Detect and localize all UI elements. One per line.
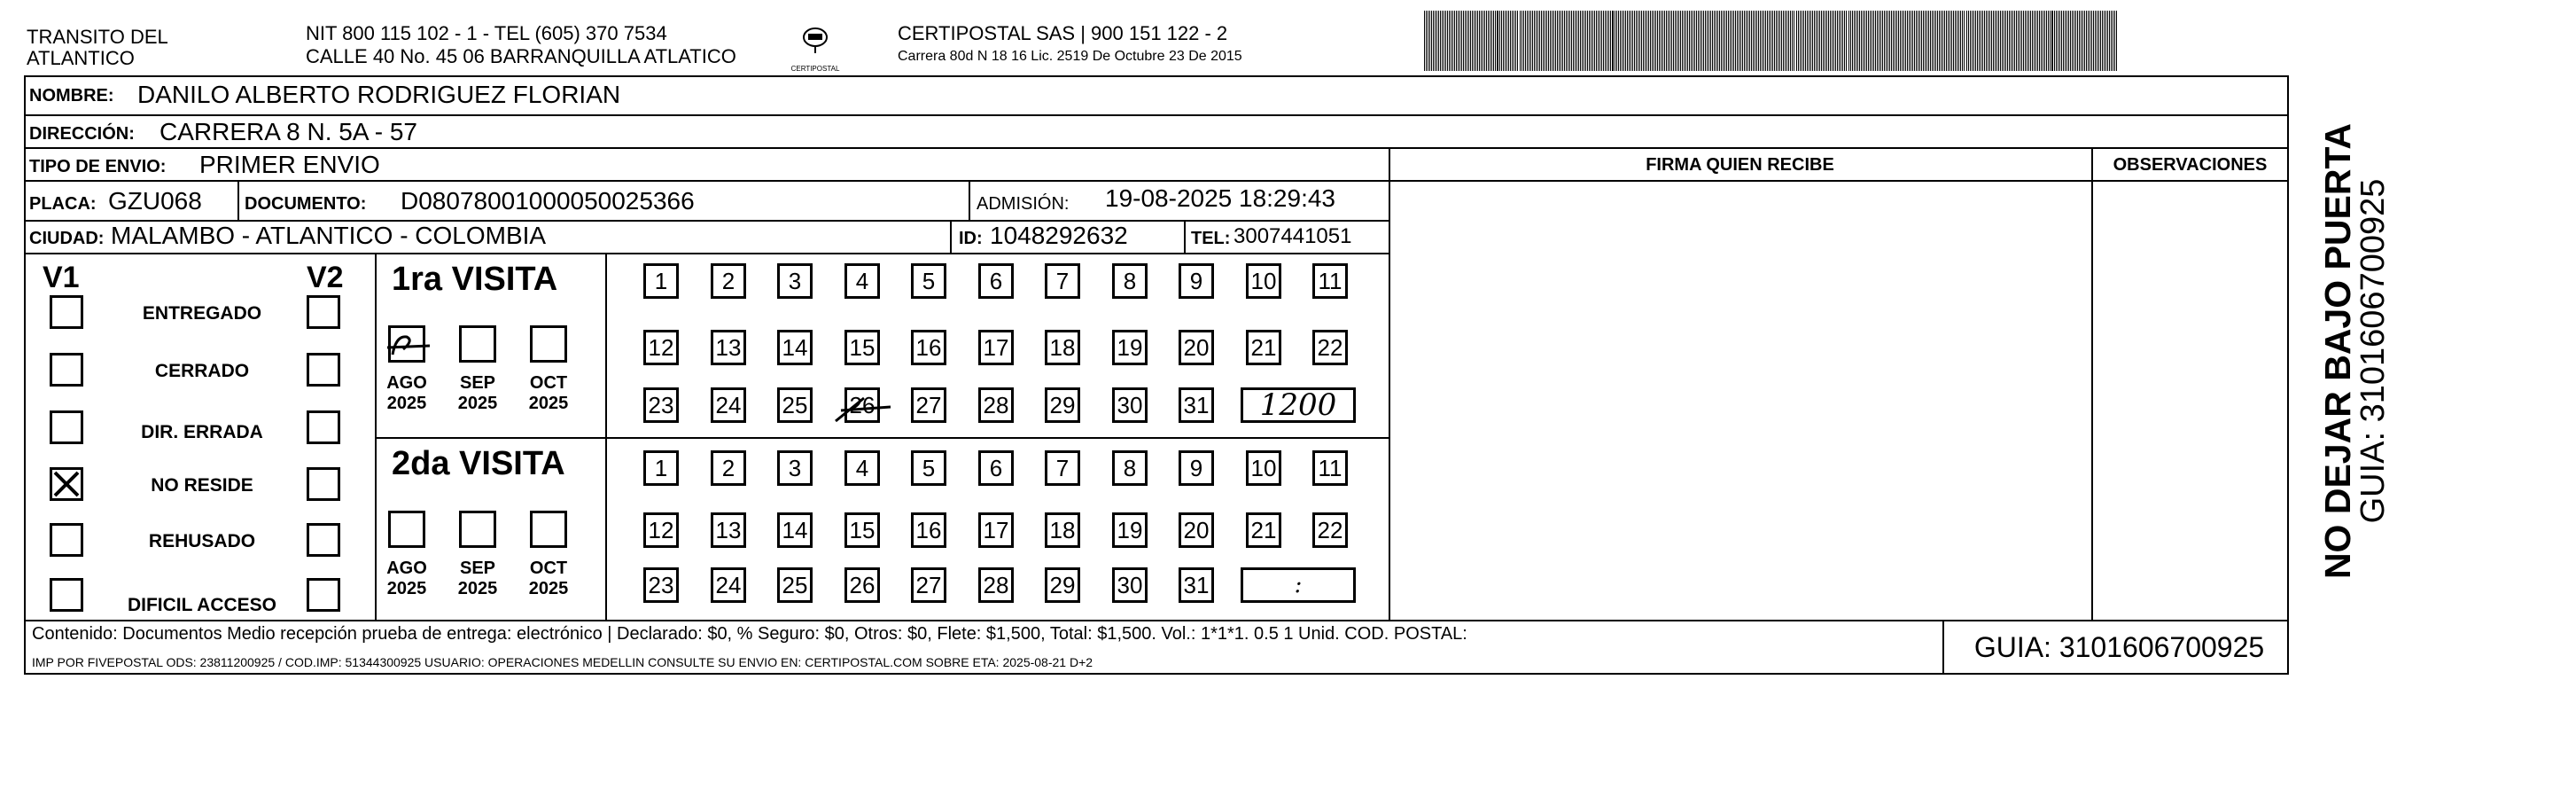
v2-checkbox[interactable]	[307, 523, 340, 557]
id-value: 1048292632	[990, 222, 1128, 249]
day-box[interactable]: 6	[978, 263, 1014, 299]
day-box[interactable]: 6	[978, 450, 1014, 486]
time-box[interactable]: :	[1241, 567, 1356, 603]
day-box[interactable]: 2	[711, 450, 746, 486]
month-checkbox[interactable]	[530, 511, 567, 548]
v1-checkbox[interactable]	[50, 467, 83, 501]
day-box[interactable]: 10	[1246, 263, 1281, 299]
day-box[interactable]: 11	[1312, 263, 1348, 299]
day-box[interactable]: 5	[911, 263, 946, 299]
day-box[interactable]: 27	[911, 567, 946, 603]
day-box[interactable]: 23	[643, 387, 679, 423]
nombre-label: NOMBRE:	[29, 86, 114, 105]
status-label: ENTREGADO	[142, 303, 262, 324]
day-box[interactable]: 12	[643, 512, 679, 548]
status-label: DIR. ERRADA	[141, 422, 263, 442]
address-line: CALLE 40 No. 45 06 BARRANQUILLA ATLATICO	[306, 45, 736, 67]
tipo-envio-value: PRIMER ENVIO	[199, 151, 380, 178]
tipo-envio-label: TIPO DE ENVIO:	[29, 157, 167, 176]
day-box[interactable]: 17	[978, 330, 1014, 365]
month-label	[451, 373, 504, 414]
day-box[interactable]: 18	[1045, 330, 1080, 365]
day-box[interactable]: 8	[1112, 450, 1148, 486]
placa-label: PLACA:	[29, 194, 97, 214]
day-box[interactable]: 19	[1112, 330, 1148, 365]
day-box[interactable]: 12	[643, 330, 679, 365]
day-box[interactable]: 16	[911, 512, 946, 548]
day-box[interactable]: 16	[911, 330, 946, 365]
nit-line: NIT 800 115 102 - 1 - TEL (605) 370 7534	[306, 22, 667, 44]
v2-header: V2	[307, 261, 344, 294]
certipostal-logo	[789, 21, 842, 74]
day-box[interactable]: 15	[844, 512, 880, 548]
day-box[interactable]: 10	[1246, 450, 1281, 486]
month-checkbox[interactable]	[530, 325, 567, 363]
day-box[interactable]: 23	[643, 567, 679, 603]
firma-header: FIRMA QUIEN RECIBE	[1646, 155, 1834, 175]
month-label	[451, 559, 504, 599]
v2-checkbox[interactable]	[307, 410, 340, 444]
nombre-value: DANILO ALBERTO RODRIGUEZ FLORIAN	[137, 81, 621, 108]
day-box[interactable]: 25	[777, 387, 813, 423]
documento-label: DOCUMENTO:	[245, 194, 367, 214]
month-label	[380, 559, 433, 599]
documento-value: D08078001000050025366	[401, 187, 695, 215]
day-box[interactable]: 18	[1045, 512, 1080, 548]
month-checkbox[interactable]	[459, 511, 496, 548]
month-year: 2025	[528, 579, 569, 598]
visit2-title: 2da VISITA	[392, 445, 565, 482]
visit1-title: 1ra VISITA	[392, 261, 558, 298]
day-box[interactable]: 9	[1179, 263, 1214, 299]
time-box[interactable]: 1200	[1241, 387, 1356, 423]
day-box[interactable]: 13	[711, 330, 746, 365]
day-box[interactable]: 13	[711, 512, 746, 548]
month-checkbox[interactable]	[388, 511, 425, 548]
admision-value: 19-08-2025 18:29:43	[1105, 184, 1335, 212]
v1-header: V1	[43, 261, 80, 294]
status-label: DIFICIL ACCESO	[127, 595, 276, 615]
day-box[interactable]: 3	[777, 263, 813, 299]
footer-line1: Contenido: Documentos Medio recepción prueba de entrega: electrónico | Declarado: $0, % Seguro: $0, Otros: $0, Flete: $1,500, Total: $1,500. Vol.: 1*1*1. 0.5 1 Unid. COD. POSTAL:	[32, 624, 1467, 644]
v1-checkbox[interactable]	[50, 578, 83, 612]
day-box[interactable]: 26	[844, 567, 880, 603]
day-box[interactable]: 27	[911, 387, 946, 423]
day-box[interactable]: 4	[844, 263, 880, 299]
id-label: ID:	[959, 229, 983, 248]
ciudad-value: MALAMBO - ATLANTICO - COLOMBIA	[111, 222, 547, 249]
day-box[interactable]: 3	[777, 450, 813, 486]
month-year: 2025	[386, 579, 427, 598]
day-box[interactable]: 20	[1179, 330, 1214, 365]
direccion-value: CARRERA 8 N. 5A - 57	[160, 118, 418, 145]
day-box[interactable]: 31	[1179, 387, 1214, 423]
day-box[interactable]: 9	[1179, 450, 1214, 486]
v2-checkbox[interactable]	[307, 578, 340, 612]
logo-text: CERTIPOSTAL	[790, 65, 840, 73]
month-name: AGO	[386, 559, 427, 578]
month-name: OCT	[529, 559, 568, 578]
day-box[interactable]: 21	[1246, 330, 1281, 365]
status-label: REHUSADO	[148, 531, 256, 551]
v2-checkbox[interactable]	[307, 467, 340, 501]
admision-label: ADMISIÓN:	[977, 194, 1070, 214]
month-year: 2025	[457, 394, 498, 413]
month-label	[522, 559, 575, 599]
day-box[interactable]: 26	[844, 387, 880, 423]
day-box[interactable]: 24	[711, 567, 746, 603]
day-box[interactable]: 28	[978, 567, 1014, 603]
day-box[interactable]: 4	[844, 450, 880, 486]
side-guia: GUIA: 3101606700925	[2354, 178, 2392, 524]
tel-label: TEL:	[1191, 229, 1231, 248]
day-box[interactable]: 2	[711, 263, 746, 299]
carrier-license: Carrera 80d N 18 16 Lic. 2519 De Octubre 23 De 2015	[898, 49, 1242, 64]
placa-value: GZU068	[108, 187, 202, 215]
day-box[interactable]: 28	[978, 387, 1014, 423]
month-name: AGO	[386, 373, 427, 393]
ciudad-label: CIUDAD:	[29, 229, 105, 248]
month-name: SEP	[459, 373, 496, 393]
day-box[interactable]: 30	[1112, 567, 1148, 603]
day-box[interactable]: 24	[711, 387, 746, 423]
footer-guia: GUIA: 3101606700925	[1973, 631, 2265, 663]
month-year: 2025	[528, 394, 569, 413]
day-box[interactable]: 25	[777, 567, 813, 603]
day-box[interactable]: 21	[1246, 512, 1281, 548]
day-box[interactable]: 7	[1045, 263, 1080, 299]
day-strike-mark	[832, 389, 894, 425]
month-label	[522, 373, 575, 414]
day-box[interactable]: 30	[1112, 387, 1148, 423]
v2-checkbox[interactable]	[307, 353, 340, 387]
day-box[interactable]: 14	[777, 330, 813, 365]
footer-line2: IMP POR FIVEPOSTAL ODS: 23811200925 / COD.IMP: 51344300925 USUARIO: OPERACIONES MEDELLIN CONSULTE SU ENVIO EN: CERTIPOSTAL.COM SOBRE ETA: 2025-08-21 D+2	[32, 655, 1093, 669]
day-box[interactable]: 31	[1179, 567, 1214, 603]
status-label: NO RESIDE	[151, 475, 253, 496]
carrier-line: CERTIPOSTAL SAS | 900 151 122 - 2	[898, 22, 1228, 44]
day-box[interactable]: 15	[844, 330, 880, 365]
v1-checkbox[interactable]	[50, 523, 83, 557]
org-name-line2: ATLANTICO	[27, 47, 135, 69]
day-box[interactable]: 8	[1112, 263, 1148, 299]
day-box[interactable]: 7	[1045, 450, 1080, 486]
status-label: CERRADO	[154, 361, 250, 381]
day-box[interactable]: 1	[643, 263, 679, 299]
month-checkbox[interactable]	[388, 325, 425, 363]
day-box[interactable]: 29	[1045, 387, 1080, 423]
side-warning: NO DEJAR BAJO PUERTA	[2317, 122, 2358, 580]
month-name: OCT	[529, 373, 568, 393]
v1-checkbox[interactable]	[50, 295, 83, 329]
day-box[interactable]: 29	[1045, 567, 1080, 603]
day-box[interactable]: 1	[643, 450, 679, 486]
v1-checkbox[interactable]	[50, 353, 83, 387]
v2-checkbox[interactable]	[307, 295, 340, 329]
org-name-line1: TRANSITO DEL	[27, 26, 168, 48]
day-box[interactable]: 11	[1312, 450, 1348, 486]
day-box[interactable]: 22	[1312, 330, 1348, 365]
direccion-label: DIRECCIÓN:	[29, 124, 135, 144]
day-box[interactable]: 17	[978, 512, 1014, 548]
month-name: SEP	[459, 559, 496, 578]
month-label	[380, 373, 433, 414]
month-year: 2025	[386, 394, 427, 413]
day-box[interactable]: 20	[1179, 512, 1214, 548]
month-checkbox[interactable]	[459, 325, 496, 363]
day-box[interactable]: 5	[911, 450, 946, 486]
barcode	[1424, 11, 2117, 71]
month-year: 2025	[457, 579, 498, 598]
observaciones-header: OBSERVACIONES	[2113, 155, 2268, 175]
day-box[interactable]: 14	[777, 512, 813, 548]
tel-value: 3007441051	[1234, 224, 1352, 248]
day-box[interactable]: 22	[1312, 512, 1348, 548]
day-box[interactable]: 19	[1112, 512, 1148, 548]
v1-checkbox[interactable]	[50, 410, 83, 444]
